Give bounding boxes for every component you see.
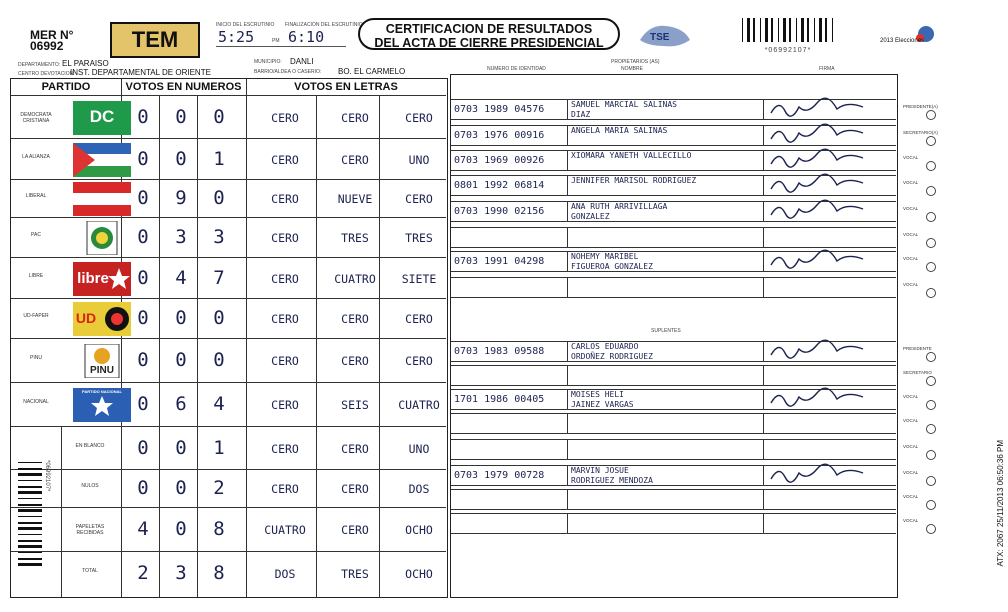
votes-row bbox=[11, 298, 446, 339]
official-name-2: JAINEZ VARGAS bbox=[571, 400, 634, 409]
votes-row bbox=[11, 426, 446, 470]
vote-word: OCHO bbox=[405, 523, 433, 537]
row-divider bbox=[567, 366, 568, 385]
role-label: VOCAL bbox=[903, 494, 919, 499]
party-name: UD-FAPER bbox=[23, 313, 49, 319]
departamento-value: EL PARAISO bbox=[62, 59, 109, 68]
row-divider bbox=[763, 126, 764, 145]
role-label: PRESIDENTE bbox=[903, 346, 932, 351]
vote-word: CERO bbox=[271, 271, 299, 286]
official-row bbox=[451, 341, 896, 362]
row-divider bbox=[763, 100, 764, 119]
official-row bbox=[451, 175, 896, 196]
elecciones-logo bbox=[880, 24, 938, 52]
role-label: VOCAL bbox=[903, 155, 919, 160]
vote-digit: 7 bbox=[213, 266, 225, 289]
official-name-2: DIAZ bbox=[571, 110, 591, 119]
party-logo-text: DC bbox=[89, 106, 115, 126]
votes-row bbox=[11, 338, 446, 383]
vote-digit: 8 bbox=[213, 562, 225, 584]
party-name: PINU bbox=[30, 355, 42, 361]
vote-word: CERO bbox=[341, 354, 369, 368]
centro-value: INST. DEPARTAMENTAL DE ORIENTE bbox=[70, 68, 211, 77]
suplentes-label: SUPLENTES bbox=[651, 328, 681, 334]
vote-digit: 0 bbox=[175, 105, 187, 128]
party-name: NACIONAL bbox=[23, 399, 49, 405]
vote-digit: 0 bbox=[213, 187, 225, 209]
tse-text: TSE bbox=[650, 32, 670, 43]
tem-badge: TEM bbox=[110, 22, 200, 58]
vote-digit: 0 bbox=[137, 187, 149, 209]
official-row bbox=[451, 465, 896, 486]
vote-digit: 6 bbox=[175, 393, 187, 415]
party-logo bbox=[73, 182, 131, 216]
vote-digit: 3 bbox=[175, 226, 187, 248]
official-name: ANGELA MARIA SALINAS bbox=[571, 126, 668, 135]
official-row bbox=[451, 201, 896, 222]
identity-number: 0703 1969 00926 bbox=[454, 155, 545, 166]
row-divider bbox=[763, 414, 764, 433]
officials-table bbox=[450, 59, 898, 598]
vote-word: OCHO bbox=[405, 567, 433, 581]
vote-digit: 0 bbox=[175, 349, 187, 371]
signature bbox=[767, 148, 877, 170]
official-name: MOISES HELI bbox=[571, 390, 624, 399]
row-divider bbox=[763, 252, 764, 271]
vote-word: TRES bbox=[405, 231, 433, 245]
left-barcode-bars bbox=[18, 460, 42, 570]
row-divider bbox=[567, 514, 568, 533]
official-row bbox=[451, 277, 896, 298]
row-divider bbox=[567, 151, 568, 170]
party-logo-text: UD bbox=[75, 310, 97, 326]
row-divider bbox=[763, 490, 764, 509]
party-logo-text: libre bbox=[77, 269, 109, 287]
vote-digit: 0 bbox=[213, 307, 225, 329]
vote-word: CERO bbox=[271, 354, 299, 368]
signature bbox=[767, 463, 877, 485]
side-stamp bbox=[996, 440, 1006, 610]
role-label: VOCAL bbox=[903, 518, 919, 523]
party-name: DEMOCRATA CRISTIANA bbox=[20, 111, 52, 124]
votes-row bbox=[11, 95, 446, 139]
official-name-2: RODRIGUEZ MENDOZA bbox=[571, 476, 653, 485]
left-barcode-number: *06992107* bbox=[44, 460, 50, 492]
official-name: JENNIFER MARISOL RODRIGUEZ bbox=[571, 176, 697, 185]
row-divider bbox=[567, 100, 568, 119]
mer-value: 06992 bbox=[30, 39, 64, 53]
hole-punch bbox=[926, 476, 936, 486]
role-label: VOCAL bbox=[903, 206, 919, 211]
party-logo bbox=[73, 262, 131, 296]
identity-number: 0703 1990 02156 bbox=[454, 206, 545, 217]
hole-punch bbox=[926, 424, 936, 434]
col-divider bbox=[61, 426, 62, 597]
vote-word: CERO bbox=[271, 152, 299, 167]
official-row bbox=[451, 227, 896, 248]
vote-word: TRES bbox=[341, 231, 369, 245]
row-divider bbox=[567, 414, 568, 433]
vote-digit: 0 bbox=[137, 226, 149, 248]
municipio-label: MUNICIPIO: bbox=[254, 59, 282, 65]
identity-number: 0801 1992 06814 bbox=[454, 180, 545, 191]
vote-digit: 0 bbox=[137, 105, 149, 128]
signature bbox=[767, 97, 877, 119]
official-name-2: FIGUEROA GONZALEZ bbox=[571, 262, 653, 271]
role-label: VOCAL bbox=[903, 394, 919, 399]
vote-digit: 4 bbox=[213, 393, 225, 415]
row-divider bbox=[763, 342, 764, 361]
vote-word: NUEVE bbox=[337, 192, 373, 206]
party-logo-text: PARTIDO NACIONAL bbox=[82, 389, 122, 394]
official-row bbox=[451, 413, 896, 434]
vote-word: CERO bbox=[405, 312, 433, 326]
hole-punch bbox=[926, 161, 936, 171]
vote-word: CERO bbox=[341, 110, 369, 125]
vote-word: CERO bbox=[341, 312, 369, 326]
hole-punch bbox=[926, 400, 936, 410]
party-logo bbox=[73, 143, 131, 177]
official-name: MARVIN JOSUE bbox=[571, 466, 629, 475]
hole-punch bbox=[926, 212, 936, 222]
official-row bbox=[451, 125, 896, 146]
party-name: LA ALIANZA bbox=[22, 153, 50, 160]
vote-digit: 0 bbox=[175, 518, 187, 540]
official-row bbox=[451, 389, 896, 410]
vote-word: CERO bbox=[405, 192, 433, 206]
tse-logo bbox=[636, 20, 694, 52]
votes-table bbox=[10, 78, 448, 598]
vote-digit: 0 bbox=[137, 436, 149, 459]
role-label: PRESIDENTE(A) bbox=[903, 104, 938, 109]
inicio-label: INICIO DEL ESCRUTINIO bbox=[216, 22, 275, 28]
official-row bbox=[451, 365, 896, 386]
row-divider bbox=[763, 466, 764, 485]
vote-digit: 0 bbox=[137, 349, 149, 371]
mer-number bbox=[30, 30, 73, 52]
vote-word: CUATRO bbox=[264, 523, 306, 537]
col-divider bbox=[316, 95, 317, 597]
party-name: PAC bbox=[31, 232, 41, 238]
role-label: SECRETARIO bbox=[903, 370, 932, 375]
row-divider bbox=[763, 151, 764, 170]
votes-row bbox=[11, 507, 446, 552]
departamento-label: DEPARTAMENTO: bbox=[18, 62, 61, 68]
col-divider bbox=[379, 95, 380, 597]
row-divider bbox=[763, 176, 764, 195]
vote-word: DOS bbox=[408, 482, 430, 496]
municipio-value: DANLI bbox=[290, 57, 314, 66]
vote-digit: 1 bbox=[213, 147, 225, 170]
vote-digit: 2 bbox=[137, 562, 149, 584]
hole-punch bbox=[926, 136, 936, 146]
vote-digit: 0 bbox=[137, 266, 149, 289]
hole-punch bbox=[926, 238, 936, 248]
barrio-label: BARRIO/ALDEA O CASERIO: bbox=[254, 69, 322, 75]
votes-row bbox=[11, 179, 446, 218]
row-divider bbox=[763, 440, 764, 459]
votes-row bbox=[11, 469, 446, 508]
time-underline bbox=[216, 46, 346, 47]
official-row bbox=[451, 150, 896, 171]
votes-row bbox=[11, 551, 446, 596]
row-divider bbox=[567, 440, 568, 459]
vote-word: SEIS bbox=[341, 398, 369, 412]
vote-word: CERO bbox=[271, 231, 299, 245]
row-divider bbox=[567, 126, 568, 145]
end-time: 6:10 bbox=[288, 28, 325, 46]
vote-digit: 0 bbox=[137, 393, 149, 415]
left-barcode bbox=[18, 460, 54, 580]
hole-punch bbox=[926, 110, 936, 120]
hole-punch bbox=[926, 352, 936, 362]
col-propietarios: PROPIETARIOS (AS) bbox=[611, 59, 660, 65]
vote-digit: 0 bbox=[137, 147, 149, 170]
col-id: NUMERO DE IDENTIDAD bbox=[487, 66, 546, 72]
pm-label: PM bbox=[272, 38, 280, 44]
signature bbox=[767, 387, 877, 409]
barcode-number: *06992107* bbox=[764, 47, 812, 54]
hole-punch bbox=[926, 450, 936, 460]
row-divider bbox=[567, 390, 568, 409]
vote-word: UNO bbox=[408, 441, 430, 456]
official-name: CARLOS EDUARDO bbox=[571, 342, 639, 351]
final-label: FINALIZACION DEL ESCRUTINIO bbox=[285, 22, 363, 28]
vote-word: CERO bbox=[405, 110, 433, 125]
mer-label: MER N° bbox=[30, 28, 74, 42]
col-divider bbox=[197, 95, 198, 597]
hole-punch bbox=[926, 186, 936, 196]
identity-number: 1701 1986 00405 bbox=[454, 394, 545, 405]
vote-digit: 0 bbox=[175, 307, 187, 329]
role-label: VOCAL bbox=[903, 256, 919, 261]
role-label: VOCAL bbox=[903, 418, 919, 423]
certificate-line2: DEL ACTA DE CIERRE PRESIDENCIAL bbox=[374, 36, 604, 50]
official-row bbox=[451, 439, 896, 460]
col-partido: PARTIDO bbox=[41, 81, 91, 93]
vote-word: CERO bbox=[341, 441, 369, 456]
votes-row bbox=[11, 382, 446, 427]
official-name: SAMUEL MARCIAL SALINAS bbox=[571, 100, 677, 109]
vote-digit: 9 bbox=[175, 187, 187, 209]
col-letras: VOTOS EN LETRAS bbox=[294, 81, 398, 93]
vote-digit: 0 bbox=[175, 147, 187, 170]
hole-punch bbox=[926, 262, 936, 272]
identity-number: 0703 1989 04576 bbox=[454, 104, 545, 115]
row-divider bbox=[567, 228, 568, 247]
vote-digit: 0 bbox=[213, 349, 225, 371]
votes-row bbox=[11, 257, 446, 299]
centro-label: CENTRO DEVOTACION: bbox=[18, 71, 75, 77]
party-logo bbox=[73, 221, 131, 255]
row-divider bbox=[567, 176, 568, 195]
vote-word: CUATRO bbox=[398, 398, 440, 412]
row-divider bbox=[763, 278, 764, 297]
vote-word: CERO bbox=[271, 482, 299, 496]
vote-digit: 0 bbox=[213, 105, 225, 128]
signature bbox=[767, 199, 877, 221]
vote-digit: 8 bbox=[213, 518, 225, 540]
vote-word: UNO bbox=[408, 152, 430, 167]
vote-word: CERO bbox=[271, 441, 299, 456]
party-logo bbox=[73, 344, 131, 378]
identity-number: 0703 1991 04298 bbox=[454, 256, 545, 267]
vote-word: CERO bbox=[271, 192, 299, 206]
vote-digit: 3 bbox=[213, 226, 225, 248]
official-row bbox=[451, 99, 896, 120]
col-nombre: NOMBRE bbox=[621, 66, 643, 72]
party-logo bbox=[73, 302, 131, 336]
official-row bbox=[451, 251, 896, 272]
vote-word: CERO bbox=[271, 110, 299, 125]
hole-punch bbox=[926, 500, 936, 510]
vote-digit: 2 bbox=[213, 477, 225, 499]
official-row bbox=[451, 513, 896, 534]
vote-word: CUATRO bbox=[334, 271, 376, 286]
vote-digit: 0 bbox=[137, 307, 149, 329]
vote-word: CERO bbox=[405, 354, 433, 368]
party-name: LIBERAL bbox=[25, 193, 47, 199]
votes-row bbox=[11, 217, 446, 258]
row-divider bbox=[567, 202, 568, 221]
signature bbox=[767, 173, 877, 195]
role-label: VOCAL bbox=[903, 470, 919, 475]
vote-word: SIETE bbox=[401, 271, 437, 286]
col-numeros: VOTOS EN NUMEROS bbox=[125, 81, 242, 93]
row-divider bbox=[567, 342, 568, 361]
party-name: LIBRE bbox=[28, 272, 44, 279]
row-divider bbox=[567, 466, 568, 485]
hole-punch bbox=[926, 376, 936, 386]
official-name-2: ORDOÑEZ RODRIGUEZ bbox=[571, 352, 653, 361]
party-name: NULOS bbox=[81, 483, 99, 489]
row-divider bbox=[567, 278, 568, 297]
identity-number: 0703 1983 09588 bbox=[454, 346, 545, 357]
role-label: SECRETARIO(A) bbox=[903, 130, 938, 135]
official-name: ANA RUTH ARRIVILLAGA bbox=[571, 202, 668, 211]
party-name: EN BLANCO bbox=[75, 442, 105, 449]
start-time: 5:25 bbox=[218, 28, 255, 46]
identity-number: 0703 1976 00916 bbox=[454, 130, 545, 141]
row-divider bbox=[763, 202, 764, 221]
role-label: VOCAL bbox=[903, 282, 919, 287]
barrio-value: BO. EL CARMELO bbox=[338, 67, 406, 76]
signature bbox=[767, 249, 877, 271]
vote-word: CERO bbox=[341, 523, 369, 537]
vote-digit: 4 bbox=[137, 518, 149, 540]
certificate-line1: CERTIFICACION DE RESULTADOS bbox=[385, 22, 593, 36]
hole-punch bbox=[926, 524, 936, 534]
vote-word: CERO bbox=[271, 398, 299, 412]
row-divider bbox=[763, 514, 764, 533]
party-logo bbox=[73, 101, 131, 135]
party-logo bbox=[73, 388, 131, 422]
official-name: XIOMARA YANETH VALLECILLO bbox=[571, 151, 692, 160]
vote-digit: 4 bbox=[175, 266, 187, 289]
vote-word: TRES bbox=[341, 567, 369, 581]
party-name: TOTAL bbox=[82, 568, 98, 574]
top-barcode-bars bbox=[740, 18, 836, 42]
vote-digit: 0 bbox=[175, 477, 187, 499]
vote-word: CERO bbox=[341, 152, 369, 167]
identity-number: 0703 1979 00728 bbox=[454, 470, 545, 481]
vote-word: CERO bbox=[271, 312, 299, 326]
vote-word: DOS bbox=[274, 567, 296, 581]
row-divider bbox=[763, 390, 764, 409]
vote-word: CERO bbox=[341, 482, 369, 496]
row-divider bbox=[763, 228, 764, 247]
party-logo-text: PINU bbox=[90, 365, 114, 376]
official-row bbox=[451, 489, 896, 510]
row-divider bbox=[567, 490, 568, 509]
vote-digit: 3 bbox=[175, 562, 187, 584]
certificate-title bbox=[358, 18, 620, 50]
row-divider bbox=[763, 366, 764, 385]
official-name: NOHEMY MARIBEL bbox=[571, 252, 639, 261]
col-firma: FIRMA bbox=[819, 66, 835, 72]
top-barcode bbox=[740, 18, 836, 54]
hole-punch bbox=[926, 288, 936, 298]
signature bbox=[767, 339, 877, 361]
row-divider bbox=[567, 252, 568, 271]
vote-digit: 0 bbox=[137, 477, 149, 499]
party-name: PAPELETAS RECIBIDAS bbox=[75, 524, 105, 536]
vote-digit: 0 bbox=[175, 436, 187, 459]
role-label: VOCAL bbox=[903, 232, 919, 237]
role-label: VOCAL bbox=[903, 444, 919, 449]
side-stamp-text: ATX: 2067 25/11/2013 06:50:36 PM bbox=[996, 440, 1005, 567]
vote-digit: 1 bbox=[213, 436, 225, 459]
signature bbox=[767, 123, 877, 145]
votes-row bbox=[11, 138, 446, 180]
elecciones-text: 2013 Elecciones bbox=[880, 38, 925, 44]
col-divider bbox=[159, 95, 160, 597]
role-label: VOCAL bbox=[903, 180, 919, 185]
official-name-2: GONZALEZ bbox=[571, 212, 610, 221]
